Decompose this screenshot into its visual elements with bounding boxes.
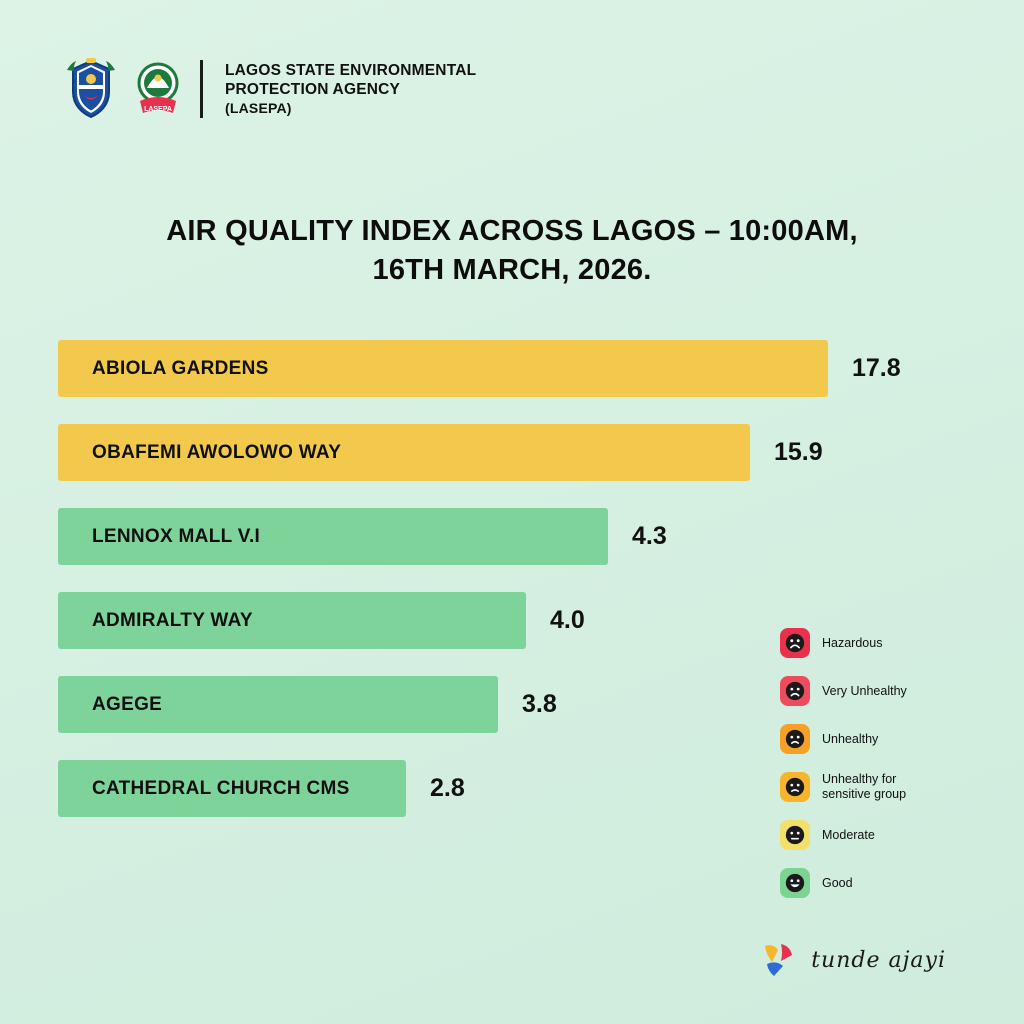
signature-text: tunde ajayi [811,947,946,973]
chart-row [58,508,958,565]
legend-label: Unhealthy [822,731,879,746]
lasepa-logo-icon [134,61,182,117]
legend-item-hazardous [780,628,990,658]
moderate-face-icon [780,820,810,850]
organization-name [225,61,476,117]
bar-admiralty-way [58,592,526,649]
bar-value: 4.0 [550,606,585,634]
svg-text:LASEPA: LASEPA [144,106,172,113]
good-face-icon [780,868,810,898]
legend-item-unhealthy-sensitive [780,772,990,802]
org-line-3: (LASEPA) [225,99,292,116]
bar-cathedral-church-cms [58,760,406,817]
chart-row [58,340,958,397]
legend-label: Good [822,875,853,890]
legend-item-moderate [780,820,990,850]
tunde-ajayi-mark-icon [759,942,801,978]
footer-signature [759,942,946,978]
header-divider [200,60,203,118]
bar-value: 2.8 [430,774,465,802]
bar-value: 4.3 [632,522,667,550]
bar-label: ABIOLA GARDENS [92,357,269,379]
hazardous-face-icon [780,628,810,658]
bar-agege [58,676,498,733]
legend-label: Unhealthy for sensitive group [822,772,907,801]
bar-obafemi-awolowo-way [58,424,750,481]
chart-row [58,424,958,481]
bar-label: CATHEDRAL CHURCH CMS [92,777,350,799]
unhealthy-face-icon [780,724,810,754]
title-line-2: 16TH MARCH, 2026. [372,254,652,287]
bar-label: AGEGE [92,693,163,715]
legend-label: Hazardous [822,635,883,650]
legend-label: Moderate [822,827,875,842]
page-title [0,212,1024,290]
legend-item-unhealthy [780,724,990,754]
header [62,58,476,120]
bar-value: 17.8 [852,354,901,382]
bar-label: LENNOX MALL V.I [92,525,261,547]
title-line-1: AIR QUALITY INDEX ACROSS LAGOS – 10:00AM, [166,215,858,247]
org-line-1: LAGOS STATE ENVIRONMENTAL [225,61,477,79]
very-unhealthy-face-icon [780,676,810,706]
lagos-state-coat-of-arms-icon [62,58,120,120]
legend-label: Very Unhealthy [822,683,907,698]
org-line-2: PROTECTION AGENCY [225,81,401,99]
bar-lennox-mall-vi [58,508,608,565]
bar-value: 3.8 [522,690,557,718]
bar-abiola-gardens [58,340,828,397]
bar-label: ADMIRALTY WAY [92,609,253,631]
legend-item-very-unhealthy [780,676,990,706]
bar-value: 15.9 [774,438,823,466]
legend-item-good [780,868,990,898]
air-quality-legend [780,628,990,916]
bar-label: OBAFEMI AWOLOWO WAY [92,441,342,463]
unhealthy-sensitive-face-icon [780,772,810,802]
